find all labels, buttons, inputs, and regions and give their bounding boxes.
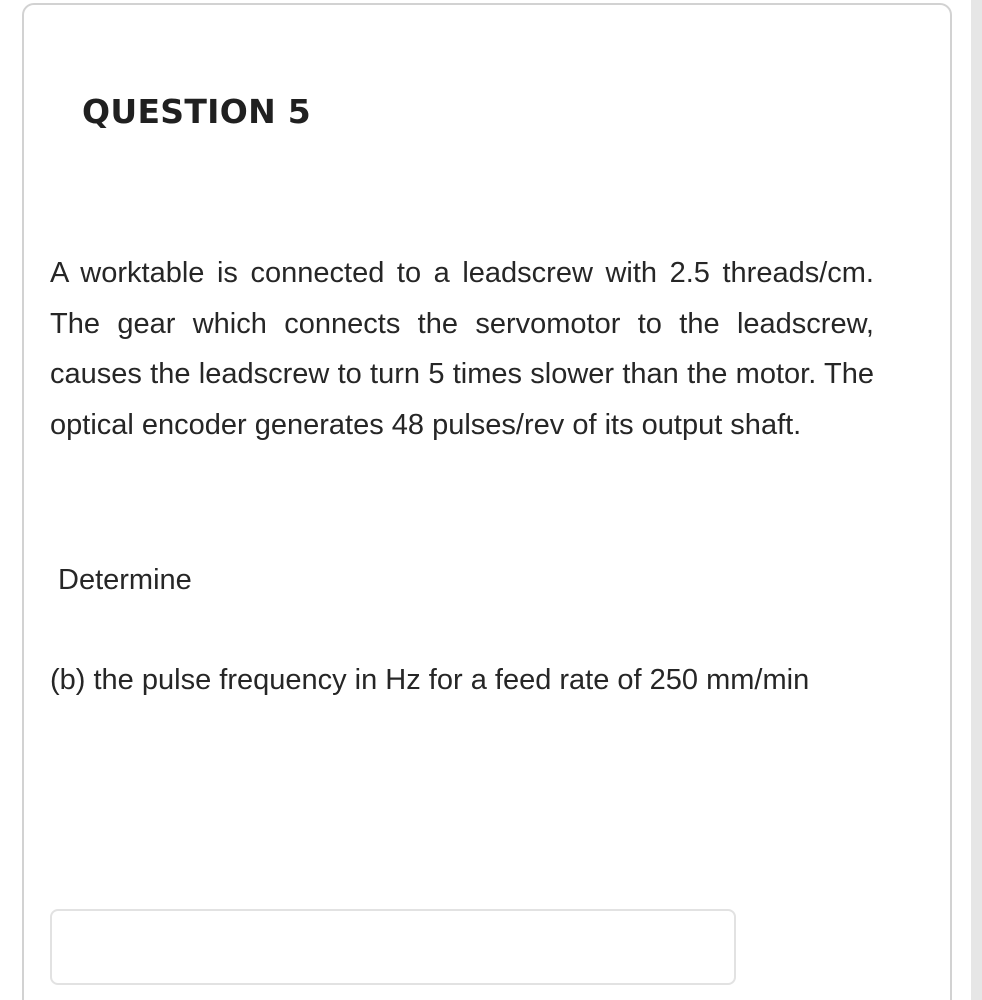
- question-title: QUESTION 5: [82, 92, 312, 131]
- question-card: [22, 3, 952, 1000]
- answer-input[interactable]: [50, 909, 736, 985]
- instruction-text: Determine: [58, 564, 192, 596]
- question-text: A worktable is connected to a leadscrew with 2.5 threads/cm. The gear which connects the servomotor to the leadscrew, causes the leadscrew to turn 5 times slower than the motor. The optical encoder generates 48 pulses/rev of its output shaft.: [50, 257, 874, 441]
- scrollbar[interactable]: [971, 0, 982, 1000]
- sub-question-text: (b) the pulse frequency in Hz for a feed rate of 250 mm/min: [50, 664, 810, 696]
